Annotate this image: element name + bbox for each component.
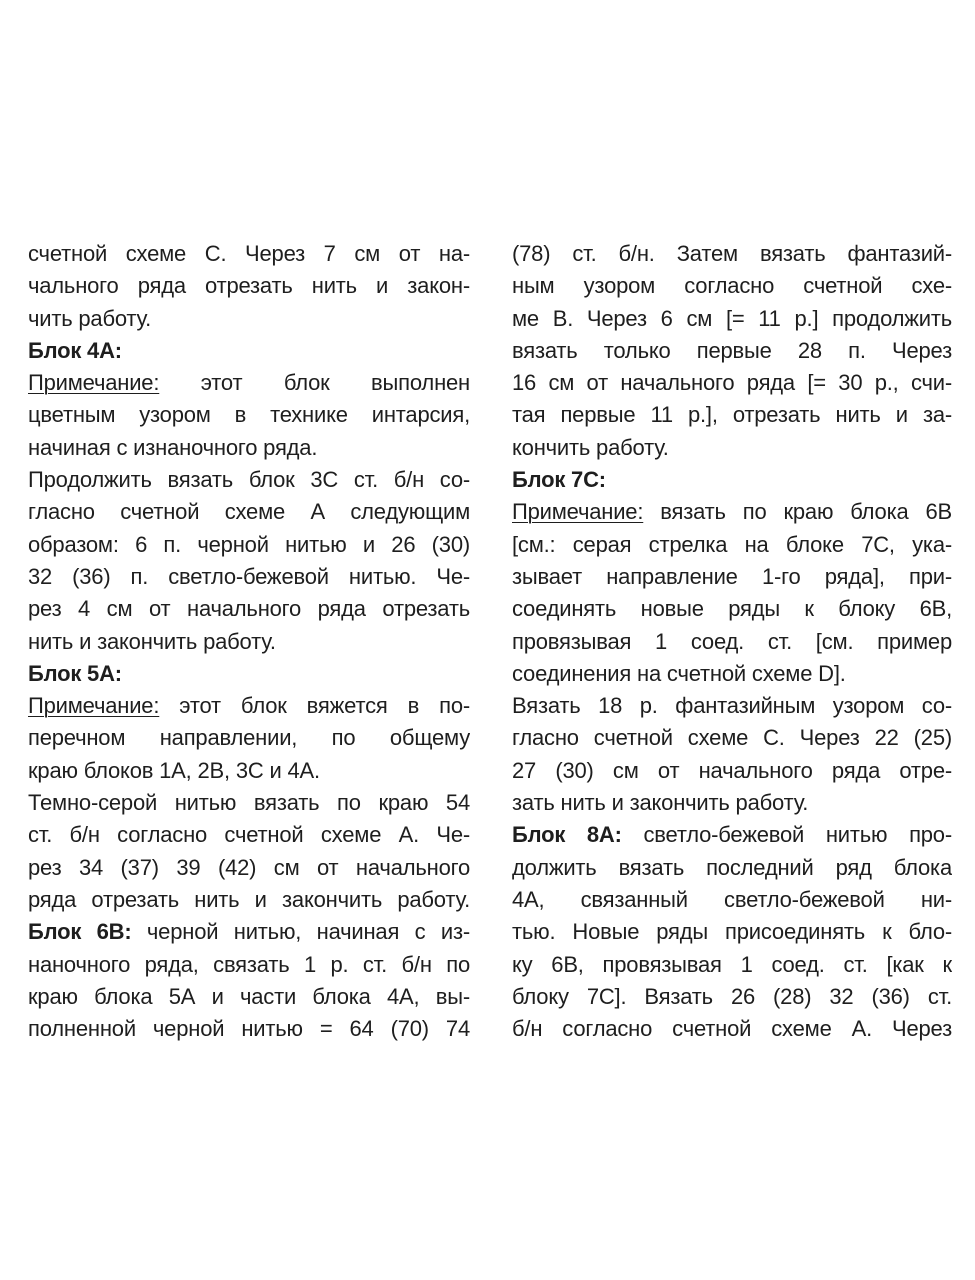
text-line: тая первые 11 р.], отрезать нить и за-	[512, 402, 952, 428]
text-line: краю блоков 1А, 2В, 3С и 4А.	[28, 757, 320, 783]
text-line: полненной черной нитью = 64 (70) 74	[28, 1016, 470, 1042]
note-text: этот блок выполнен	[159, 370, 470, 396]
text-line: нить и закончить работу.	[28, 628, 276, 654]
left-column	[28, 238, 470, 1045]
text-line: наночного ряда, связать 1 р. ст. б/н по	[28, 951, 470, 977]
text-line: ным узором согласно счетной схе-	[512, 273, 952, 299]
block-8a-heading: Блок 8А:	[512, 822, 622, 848]
block-7c-heading: Блок 7С:	[512, 467, 606, 493]
text-line: 4А, связанный светло-бежевой ни-	[512, 886, 952, 912]
block-6b-text: черной нитью, начиная с из-	[131, 919, 470, 945]
text-line: счетной схеме С. Через 7 см от на-	[28, 241, 470, 266]
right-column	[512, 238, 952, 1045]
block-5a-heading: Блок 5А:	[28, 660, 122, 686]
text-line: Вязать 18 р. фантазийным узором со-	[512, 693, 952, 719]
text-line: соединять новые ряды к блоку 6В,	[512, 596, 952, 622]
note-label: Примечание:	[28, 693, 160, 719]
note-text: вязать по краю блока 6В	[643, 499, 952, 525]
text-line: кончить работу.	[512, 434, 669, 460]
text-line: рез 34 (37) 39 (42) см от начального	[28, 854, 470, 880]
block-4a-heading: Блок 4А:	[28, 337, 122, 363]
text-line: тью. Новые ряды присоединять к бло-	[512, 919, 952, 945]
note-label: Примечание:	[28, 370, 160, 396]
text-line: чить работу.	[28, 305, 152, 331]
block-8a-first-line	[512, 819, 952, 851]
text-line: зать нить и закончить работу.	[512, 790, 809, 816]
text-line: ст. б/н согласно счетной схеме А. Че-	[28, 822, 470, 848]
text-line: [см.: серая стрелка на блоке 7С, ука-	[512, 531, 952, 557]
text-line: вязать только первые 28 п. Через	[512, 337, 952, 363]
text-line: начиная с изнаночного ряда.	[28, 434, 318, 460]
text-line: ку 6В, провязывая 1 соед. ст. [как к	[512, 951, 952, 977]
text-line: перечном направлении, по общему	[28, 725, 470, 751]
text-line: цветным узором в технике интарсия,	[28, 402, 470, 428]
text-line: соединения на счетной схеме D].	[512, 660, 846, 686]
text-line: Продолжить вязать блок 3С ст. б/н со-	[28, 467, 470, 493]
text-line: должить вязать последний ряд блока	[512, 854, 952, 880]
block-6b-heading: Блок 6В:	[28, 919, 132, 945]
text-line: 27 (30) см от начального ряда отре-	[512, 757, 952, 783]
text-line: гласно счетной схеме А следующим	[28, 499, 470, 525]
block-5a-note-line	[28, 690, 470, 722]
block-6b-first-line	[28, 916, 470, 948]
text-line: чального ряда отрезать нить и закон-	[28, 273, 470, 299]
text-line: рез 4 см от начального ряда отрезать	[28, 596, 470, 622]
text-line: 16 см от начального ряда [= 30 р., счи-	[512, 370, 952, 396]
block-7c-note-line	[512, 496, 952, 528]
text-line: Темно-серой нитью вязать по краю 54	[28, 790, 470, 816]
text-line: краю блока 5А и части блока 4А, вы-	[28, 983, 470, 1009]
text-line: зывает направление 1-го ряда], при-	[512, 563, 952, 589]
text-line: провязывая 1 соед. ст. [см. пример	[512, 628, 952, 654]
note-label: Примечание:	[512, 499, 644, 525]
block-4a-note-line	[28, 367, 470, 399]
block-8a-text: светло-бежевой нитью про-	[621, 822, 952, 848]
note-text: этот блок вяжется в по-	[159, 693, 470, 719]
text-line: ряда отрезать нить и закончить работу.	[28, 886, 470, 912]
text-line: образом: 6 п. черной нитью и 26 (30)	[28, 531, 470, 557]
text-line: гласно счетной схеме С. Через 22 (25)	[512, 725, 952, 751]
text-line: ме В. Через 6 см [= 11 р.] продолжить	[512, 305, 952, 331]
text-line: блоку 7С]. Вязать 26 (28) 32 (36) ст.	[512, 983, 952, 1009]
text-line: б/н согласно счетной схеме А. Через	[512, 1016, 952, 1042]
text-line: (78) ст. б/н. Затем вязать фантазий-	[512, 241, 952, 266]
text-line: 32 (36) п. светло-бежевой нитью. Че-	[28, 563, 470, 589]
